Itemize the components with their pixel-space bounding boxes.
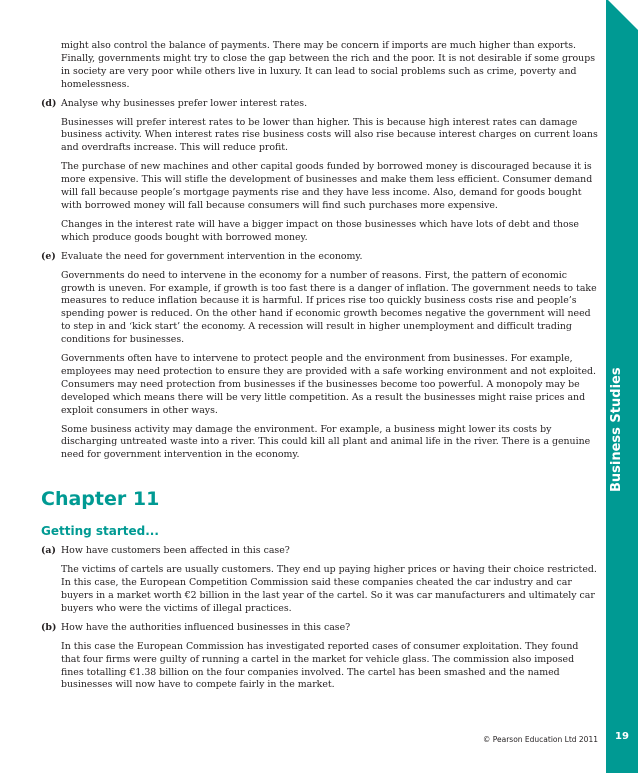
answer-paragraph: Some business activity may damage the environment. For example, a business might lower its costs by discharging untreated waste into a river. This could kill all plant and animal life in the river. There is a genuine need for government intervention in the economy. <box>61 423 591 461</box>
question-e <box>41 251 598 264</box>
question-letter: (d) <box>41 97 57 109</box>
question-letter: (b) <box>41 621 57 633</box>
question-text: How have customers been affected in this case? <box>61 545 290 557</box>
answer-paragraph: Changes in the interest rate will have a bigger impact on those businesses which have lots of debt and those which produce goods bought with borrowed money. <box>61 218 579 243</box>
answer-paragraph: In this case the European Commission has investigated reported cases of consumer exploitation. They found that four firms were guilty of running a cartel in the market for vehicle glass. The commission also imposed fines totalling €1.38 billion on the four companies involved. The cartel has been smashed and the named businesses will now have to compete fairly in the market. <box>61 640 579 691</box>
question-text: Evaluate the need for government intervention in the economy. <box>61 250 363 262</box>
question-text: How have the authorities influenced businesses in this case? <box>61 621 351 633</box>
sidebar-title: Business Studies <box>609 367 624 492</box>
page-number: 19 <box>615 731 629 742</box>
chapter-title: Chapter 11 <box>41 488 160 511</box>
question-letter: (a) <box>41 545 56 557</box>
question-letter: (e) <box>41 250 56 262</box>
question-b <box>41 622 598 635</box>
copyright-notice: © Pearson Education Ltd 2011 <box>482 735 598 744</box>
main-content <box>41 40 598 692</box>
answer-paragraph: Governments do need to intervene in the economy for a number of reasons. First, the pattern of economic growth is uneven. For example, if growth is too fast there is a danger of inflation. The government needs to take measures to reduce inflation because it is harmful. If prices rise too quickly business costs rise and people’s spending power is reduced. On the other hand if economic growth becomes negative the government will need to step in and ‘kick start’ the economy. A recession will result in higher unemployment and difficult trading conditions for businesses. <box>61 269 597 346</box>
answer-paragraph: Businesses will prefer interest rates to be lower than higher. This is because high interest rates can damage business activity. When interest rates rise business costs will also rise because interest charges on current loans and overdrafts increase. This will reduce profit. <box>61 116 598 154</box>
sidebar <box>606 0 638 773</box>
corner-fold <box>608 0 638 30</box>
question-d <box>41 98 598 111</box>
section-title: Getting started... <box>41 524 159 539</box>
answer-paragraph: Governments often have to intervene to protect people and the environment from businesses. For example, employees may need protection to ensure they are provided with a safe working environment and not exploited. Consumers may need protection from businesses if the businesses become too powerful. A monopoly may be developed which means there will be very little competition. As a result the businesses might raise prices and exploit consumers in other ways. <box>61 353 596 416</box>
question-text: Analyse why businesses prefer lower interest rates. <box>61 97 308 109</box>
question-a <box>41 545 598 558</box>
answer-paragraph: The victims of cartels are usually customers. They end up paying higher prices or having their choice restricted. In this case, the European Competition Commission said these companies cheated the car industry and car buyers in a market worth €2 billion in the last year of the cartel. So it was car manufacturers and ultimately car buyers who were the victims of illegal practices. <box>61 564 597 614</box>
answer-paragraph: The purchase of new machines and other capital goods funded by borrowed money is discouraged because it is more expensive. This will stifle the development of businesses and make them less efficient. Consumer demand will fall because people’s mortgage payments rise and they have less income. Also, demand for goods bought with borrowed money will fall because consumers will find such purchases more expensive. <box>61 161 593 211</box>
intro-paragraph: might also control the balance of payments. There may be concern if imports are much higher than exports. Finally, governments might try to close the gap between the rich and the poor. It is not desirable if some groups in society are very poor while others live in luxury. It can lead to social problems such as crime, poverty and homelessness. <box>61 40 596 90</box>
